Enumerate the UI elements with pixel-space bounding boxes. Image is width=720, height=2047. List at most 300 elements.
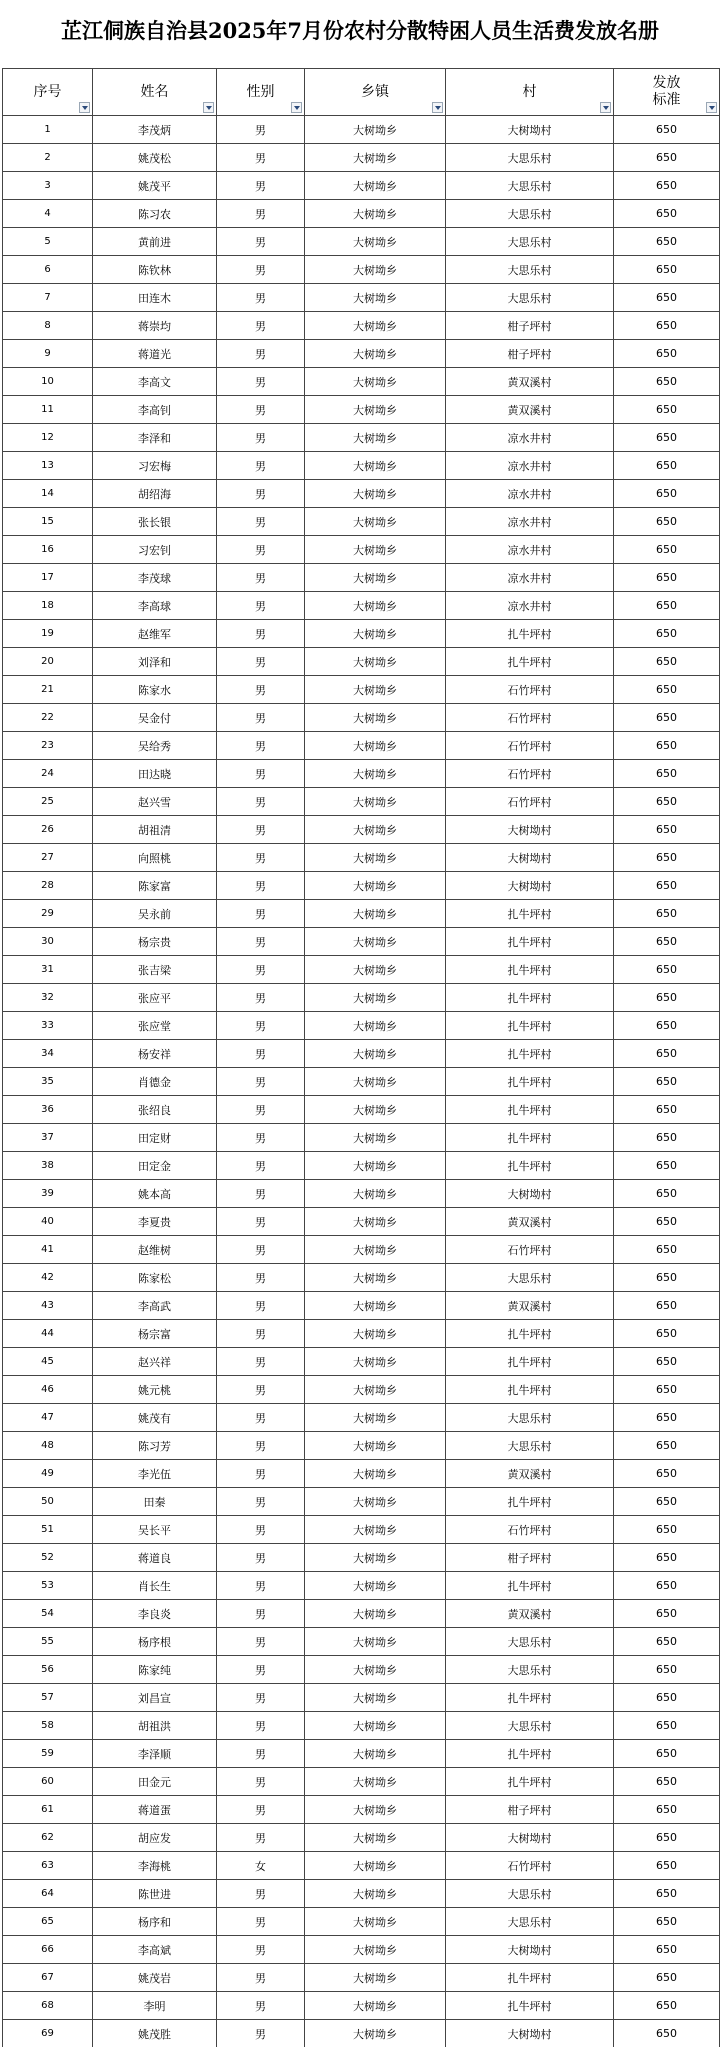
cell-standard[interactable]: 650: [614, 1572, 720, 1600]
cell-gender[interactable]: 男: [217, 508, 305, 536]
cell-no[interactable]: 31: [3, 956, 93, 984]
cell-village[interactable]: 扎牛坪村: [446, 1488, 614, 1516]
cell-township[interactable]: 大树坳乡: [305, 984, 446, 1012]
cell-township[interactable]: 大树坳乡: [305, 844, 446, 872]
cell-village[interactable]: 扎牛坪村: [446, 1992, 614, 2020]
cell-gender[interactable]: 男: [217, 228, 305, 256]
cell-name[interactable]: 吴永前: [93, 900, 217, 928]
cell-gender[interactable]: 男: [217, 1180, 305, 1208]
cell-no[interactable]: 68: [3, 1992, 93, 2020]
cell-no[interactable]: 13: [3, 452, 93, 480]
cell-standard[interactable]: 650: [614, 1460, 720, 1488]
cell-standard[interactable]: 650: [614, 508, 720, 536]
cell-gender[interactable]: 男: [217, 1208, 305, 1236]
cell-township[interactable]: 大树坳乡: [305, 788, 446, 816]
cell-township[interactable]: 大树坳乡: [305, 1068, 446, 1096]
cell-no[interactable]: 53: [3, 1572, 93, 1600]
cell-township[interactable]: 大树坳乡: [305, 704, 446, 732]
cell-standard[interactable]: 650: [614, 1236, 720, 1264]
cell-gender[interactable]: 男: [217, 844, 305, 872]
cell-village[interactable]: 大思乐村: [446, 1404, 614, 1432]
cell-village[interactable]: 凉水井村: [446, 452, 614, 480]
cell-no[interactable]: 27: [3, 844, 93, 872]
cell-name[interactable]: 陈习芳: [93, 1432, 217, 1460]
cell-standard[interactable]: 650: [614, 1124, 720, 1152]
cell-name[interactable]: 杨宗富: [93, 1320, 217, 1348]
cell-gender[interactable]: 男: [217, 1012, 305, 1040]
cell-village[interactable]: 黄双溪村: [446, 1208, 614, 1236]
cell-village[interactable]: 大思乐村: [446, 1628, 614, 1656]
cell-name[interactable]: 杨序根: [93, 1628, 217, 1656]
cell-township[interactable]: 大树坳乡: [305, 172, 446, 200]
cell-village[interactable]: 大思乐村: [446, 1264, 614, 1292]
cell-name[interactable]: 陈家水: [93, 676, 217, 704]
cell-village[interactable]: 扎牛坪村: [446, 1124, 614, 1152]
cell-gender[interactable]: 男: [217, 2020, 305, 2047]
cell-standard[interactable]: 650: [614, 1264, 720, 1292]
cell-no[interactable]: 47: [3, 1404, 93, 1432]
cell-village[interactable]: 扎牛坪村: [446, 1152, 614, 1180]
cell-township[interactable]: 大树坳乡: [305, 256, 446, 284]
cell-no[interactable]: 4: [3, 200, 93, 228]
cell-gender[interactable]: 男: [217, 1544, 305, 1572]
cell-name[interactable]: 李海桃: [93, 1852, 217, 1880]
cell-village[interactable]: 凉水井村: [446, 592, 614, 620]
cell-gender[interactable]: 男: [217, 592, 305, 620]
cell-name[interactable]: 胡祖清: [93, 816, 217, 844]
cell-no[interactable]: 11: [3, 396, 93, 424]
cell-township[interactable]: 大树坳乡: [305, 2020, 446, 2047]
cell-standard[interactable]: 650: [614, 396, 720, 424]
cell-village[interactable]: 大树坳村: [446, 1936, 614, 1964]
cell-village[interactable]: 凉水井村: [446, 480, 614, 508]
cell-standard[interactable]: 650: [614, 732, 720, 760]
cell-township[interactable]: 大树坳乡: [305, 1936, 446, 1964]
cell-township[interactable]: 大树坳乡: [305, 1656, 446, 1684]
cell-no[interactable]: 59: [3, 1740, 93, 1768]
cell-township[interactable]: 大树坳乡: [305, 1012, 446, 1040]
cell-standard[interactable]: 650: [614, 648, 720, 676]
cell-standard[interactable]: 650: [614, 1152, 720, 1180]
cell-standard[interactable]: 650: [614, 284, 720, 312]
cell-name[interactable]: 张绍良: [93, 1096, 217, 1124]
cell-name[interactable]: 吴给秀: [93, 732, 217, 760]
cell-standard[interactable]: 650: [614, 872, 720, 900]
cell-village[interactable]: 大思乐村: [446, 1712, 614, 1740]
cell-village[interactable]: 大思乐村: [446, 172, 614, 200]
cell-no[interactable]: 24: [3, 760, 93, 788]
cell-no[interactable]: 41: [3, 1236, 93, 1264]
cell-village[interactable]: 大思乐村: [446, 284, 614, 312]
cell-standard[interactable]: 650: [614, 1488, 720, 1516]
cell-standard[interactable]: 650: [614, 1292, 720, 1320]
cell-no[interactable]: 20: [3, 648, 93, 676]
cell-township[interactable]: 大树坳乡: [305, 648, 446, 676]
cell-name[interactable]: 胡绍海: [93, 480, 217, 508]
cell-gender[interactable]: 男: [217, 1152, 305, 1180]
cell-no[interactable]: 28: [3, 872, 93, 900]
cell-gender[interactable]: 男: [217, 1656, 305, 1684]
filter-dropdown-no[interactable]: [79, 102, 90, 113]
cell-gender[interactable]: 男: [217, 1684, 305, 1712]
cell-name[interactable]: 姚茂岩: [93, 1964, 217, 1992]
cell-standard[interactable]: 650: [614, 1096, 720, 1124]
cell-standard[interactable]: 650: [614, 844, 720, 872]
cell-village[interactable]: 扎牛坪村: [446, 1040, 614, 1068]
cell-name[interactable]: 杨序和: [93, 1908, 217, 1936]
cell-no[interactable]: 37: [3, 1124, 93, 1152]
cell-gender[interactable]: 女: [217, 1852, 305, 1880]
cell-township[interactable]: 大树坳乡: [305, 1376, 446, 1404]
cell-village[interactable]: 扎牛坪村: [446, 1964, 614, 1992]
cell-standard[interactable]: 650: [614, 1544, 720, 1572]
cell-standard[interactable]: 650: [614, 452, 720, 480]
cell-gender[interactable]: 男: [217, 788, 305, 816]
cell-standard[interactable]: 650: [614, 1964, 720, 1992]
cell-name[interactable]: 向照桃: [93, 844, 217, 872]
cell-no[interactable]: 52: [3, 1544, 93, 1572]
cell-no[interactable]: 5: [3, 228, 93, 256]
cell-township[interactable]: 大树坳乡: [305, 1152, 446, 1180]
cell-name[interactable]: 李高钊: [93, 396, 217, 424]
cell-name[interactable]: 李光伍: [93, 1460, 217, 1488]
cell-name[interactable]: 田连木: [93, 284, 217, 312]
cell-standard[interactable]: 650: [614, 2020, 720, 2047]
cell-no[interactable]: 69: [3, 2020, 93, 2047]
cell-township[interactable]: 大树坳乡: [305, 200, 446, 228]
cell-no[interactable]: 40: [3, 1208, 93, 1236]
cell-standard[interactable]: 650: [614, 984, 720, 1012]
cell-standard[interactable]: 650: [614, 312, 720, 340]
cell-village[interactable]: 大树坳村: [446, 116, 614, 144]
cell-name[interactable]: 姚本高: [93, 1180, 217, 1208]
cell-standard[interactable]: 650: [614, 1796, 720, 1824]
cell-standard[interactable]: 650: [614, 592, 720, 620]
cell-standard[interactable]: 650: [614, 200, 720, 228]
cell-gender[interactable]: 男: [217, 760, 305, 788]
cell-township[interactable]: 大树坳乡: [305, 1208, 446, 1236]
cell-township[interactable]: 大树坳乡: [305, 1292, 446, 1320]
cell-township[interactable]: 大树坳乡: [305, 424, 446, 452]
cell-no[interactable]: 8: [3, 312, 93, 340]
cell-standard[interactable]: 650: [614, 1712, 720, 1740]
cell-gender[interactable]: 男: [217, 1404, 305, 1432]
cell-village[interactable]: 凉水井村: [446, 564, 614, 592]
cell-standard[interactable]: 650: [614, 1208, 720, 1236]
cell-name[interactable]: 陈家松: [93, 1264, 217, 1292]
cell-township[interactable]: 大树坳乡: [305, 1040, 446, 1068]
cell-gender[interactable]: 男: [217, 452, 305, 480]
cell-village[interactable]: 石竹坪村: [446, 760, 614, 788]
cell-no[interactable]: 22: [3, 704, 93, 732]
cell-village[interactable]: 大树坳村: [446, 844, 614, 872]
cell-township[interactable]: 大树坳乡: [305, 1852, 446, 1880]
cell-no[interactable]: 58: [3, 1712, 93, 1740]
filter-dropdown-name[interactable]: [203, 102, 214, 113]
cell-standard[interactable]: 650: [614, 816, 720, 844]
cell-name[interactable]: 陈家纯: [93, 1656, 217, 1684]
cell-gender[interactable]: 男: [217, 1712, 305, 1740]
cell-name[interactable]: 李茂球: [93, 564, 217, 592]
cell-village[interactable]: 黄双溪村: [446, 396, 614, 424]
cell-township[interactable]: 大树坳乡: [305, 340, 446, 368]
cell-standard[interactable]: 650: [614, 144, 720, 172]
cell-township[interactable]: 大树坳乡: [305, 592, 446, 620]
cell-no[interactable]: 38: [3, 1152, 93, 1180]
cell-no[interactable]: 64: [3, 1880, 93, 1908]
cell-name[interactable]: 肖长生: [93, 1572, 217, 1600]
cell-standard[interactable]: 650: [614, 1908, 720, 1936]
cell-gender[interactable]: 男: [217, 256, 305, 284]
cell-standard[interactable]: 650: [614, 1180, 720, 1208]
cell-no[interactable]: 29: [3, 900, 93, 928]
cell-gender[interactable]: 男: [217, 284, 305, 312]
cell-village[interactable]: 扎牛坪村: [446, 1376, 614, 1404]
cell-standard[interactable]: 650: [614, 1600, 720, 1628]
cell-village[interactable]: 扎牛坪村: [446, 1740, 614, 1768]
cell-gender[interactable]: 男: [217, 172, 305, 200]
cell-no[interactable]: 33: [3, 1012, 93, 1040]
cell-no[interactable]: 17: [3, 564, 93, 592]
cell-village[interactable]: 大树坳村: [446, 872, 614, 900]
cell-township[interactable]: 大树坳乡: [305, 1712, 446, 1740]
cell-no[interactable]: 10: [3, 368, 93, 396]
cell-gender[interactable]: 男: [217, 368, 305, 396]
cell-village[interactable]: 扎牛坪村: [446, 1096, 614, 1124]
cell-township[interactable]: 大树坳乡: [305, 928, 446, 956]
cell-standard[interactable]: 650: [614, 1992, 720, 2020]
cell-no[interactable]: 2: [3, 144, 93, 172]
cell-name[interactable]: 张长银: [93, 508, 217, 536]
cell-township[interactable]: 大树坳乡: [305, 452, 446, 480]
cell-no[interactable]: 48: [3, 1432, 93, 1460]
cell-gender[interactable]: 男: [217, 1880, 305, 1908]
cell-gender[interactable]: 男: [217, 648, 305, 676]
cell-no[interactable]: 6: [3, 256, 93, 284]
cell-standard[interactable]: 650: [614, 1012, 720, 1040]
cell-gender[interactable]: 男: [217, 396, 305, 424]
cell-name[interactable]: 陈世进: [93, 1880, 217, 1908]
cell-standard[interactable]: 650: [614, 1348, 720, 1376]
cell-township[interactable]: 大树坳乡: [305, 228, 446, 256]
cell-township[interactable]: 大树坳乡: [305, 1572, 446, 1600]
cell-village[interactable]: 凉水井村: [446, 424, 614, 452]
cell-township[interactable]: 大树坳乡: [305, 1488, 446, 1516]
cell-gender[interactable]: 男: [217, 1348, 305, 1376]
cell-township[interactable]: 大树坳乡: [305, 1908, 446, 1936]
cell-village[interactable]: 石竹坪村: [446, 676, 614, 704]
cell-name[interactable]: 杨宗贵: [93, 928, 217, 956]
cell-name[interactable]: 黄前进: [93, 228, 217, 256]
cell-name[interactable]: 陈家富: [93, 872, 217, 900]
cell-village[interactable]: 扎牛坪村: [446, 1348, 614, 1376]
cell-village[interactable]: 黄双溪村: [446, 1292, 614, 1320]
cell-gender[interactable]: 男: [217, 1488, 305, 1516]
cell-township[interactable]: 大树坳乡: [305, 144, 446, 172]
cell-no[interactable]: 26: [3, 816, 93, 844]
cell-no[interactable]: 16: [3, 536, 93, 564]
cell-gender[interactable]: 男: [217, 424, 305, 452]
cell-standard[interactable]: 650: [614, 760, 720, 788]
cell-no[interactable]: 45: [3, 1348, 93, 1376]
cell-name[interactable]: 肖德金: [93, 1068, 217, 1096]
cell-township[interactable]: 大树坳乡: [305, 1964, 446, 1992]
cell-name[interactable]: 赵兴雪: [93, 788, 217, 816]
cell-gender[interactable]: 男: [217, 900, 305, 928]
cell-township[interactable]: 大树坳乡: [305, 1404, 446, 1432]
cell-standard[interactable]: 650: [614, 340, 720, 368]
cell-name[interactable]: 田达晓: [93, 760, 217, 788]
cell-township[interactable]: 大树坳乡: [305, 1180, 446, 1208]
cell-gender[interactable]: 男: [217, 816, 305, 844]
cell-no[interactable]: 3: [3, 172, 93, 200]
cell-name[interactable]: 赵兴祥: [93, 1348, 217, 1376]
cell-no[interactable]: 30: [3, 928, 93, 956]
cell-name[interactable]: 姚元桃: [93, 1376, 217, 1404]
cell-township[interactable]: 大树坳乡: [305, 1544, 446, 1572]
cell-no[interactable]: 7: [3, 284, 93, 312]
cell-standard[interactable]: 650: [614, 620, 720, 648]
filter-dropdown-township[interactable]: [432, 102, 443, 113]
cell-standard[interactable]: 650: [614, 1432, 720, 1460]
cell-name[interactable]: 张吉梁: [93, 956, 217, 984]
cell-no[interactable]: 62: [3, 1824, 93, 1852]
cell-gender[interactable]: 男: [217, 1376, 305, 1404]
cell-gender[interactable]: 男: [217, 340, 305, 368]
cell-name[interactable]: 李高球: [93, 592, 217, 620]
cell-no[interactable]: 54: [3, 1600, 93, 1628]
cell-gender[interactable]: 男: [217, 1040, 305, 1068]
cell-village[interactable]: 大树坳村: [446, 2020, 614, 2047]
cell-name[interactable]: 李高斌: [93, 1936, 217, 1964]
filter-dropdown-gender[interactable]: [291, 102, 302, 113]
cell-gender[interactable]: 男: [217, 480, 305, 508]
cell-name[interactable]: 李高文: [93, 368, 217, 396]
cell-no[interactable]: 44: [3, 1320, 93, 1348]
cell-standard[interactable]: 650: [614, 172, 720, 200]
cell-gender[interactable]: 男: [217, 676, 305, 704]
cell-village[interactable]: 大树坳村: [446, 1180, 614, 1208]
cell-no[interactable]: 23: [3, 732, 93, 760]
cell-gender[interactable]: 男: [217, 536, 305, 564]
cell-village[interactable]: 扎牛坪村: [446, 1768, 614, 1796]
cell-no[interactable]: 25: [3, 788, 93, 816]
cell-standard[interactable]: 650: [614, 480, 720, 508]
cell-village[interactable]: 扎牛坪村: [446, 984, 614, 1012]
cell-gender[interactable]: 男: [217, 1768, 305, 1796]
cell-township[interactable]: 大树坳乡: [305, 396, 446, 424]
cell-village[interactable]: 大思乐村: [446, 228, 614, 256]
cell-standard[interactable]: 650: [614, 564, 720, 592]
cell-gender[interactable]: 男: [217, 1096, 305, 1124]
cell-no[interactable]: 56: [3, 1656, 93, 1684]
cell-standard[interactable]: 650: [614, 900, 720, 928]
cell-township[interactable]: 大树坳乡: [305, 312, 446, 340]
cell-standard[interactable]: 650: [614, 1040, 720, 1068]
cell-no[interactable]: 34: [3, 1040, 93, 1068]
cell-standard[interactable]: 650: [614, 788, 720, 816]
cell-township[interactable]: 大树坳乡: [305, 1264, 446, 1292]
cell-no[interactable]: 46: [3, 1376, 93, 1404]
cell-village[interactable]: 石竹坪村: [446, 788, 614, 816]
cell-township[interactable]: 大树坳乡: [305, 1096, 446, 1124]
filter-dropdown-village[interactable]: [600, 102, 611, 113]
cell-village[interactable]: 石竹坪村: [446, 1236, 614, 1264]
cell-township[interactable]: 大树坳乡: [305, 1432, 446, 1460]
cell-name[interactable]: 田定金: [93, 1152, 217, 1180]
cell-no[interactable]: 21: [3, 676, 93, 704]
cell-no[interactable]: 61: [3, 1796, 93, 1824]
cell-township[interactable]: 大树坳乡: [305, 816, 446, 844]
cell-gender[interactable]: 男: [217, 1992, 305, 2020]
cell-no[interactable]: 66: [3, 1936, 93, 1964]
cell-village[interactable]: 大思乐村: [446, 1908, 614, 1936]
cell-name[interactable]: 杨安祥: [93, 1040, 217, 1068]
cell-village[interactable]: 大树坳村: [446, 816, 614, 844]
cell-name[interactable]: 李泽顺: [93, 1740, 217, 1768]
cell-no[interactable]: 35: [3, 1068, 93, 1096]
cell-name[interactable]: 姚茂松: [93, 144, 217, 172]
cell-name[interactable]: 姚茂有: [93, 1404, 217, 1432]
cell-no[interactable]: 36: [3, 1096, 93, 1124]
cell-no[interactable]: 19: [3, 620, 93, 648]
cell-village[interactable]: 扎牛坪村: [446, 1012, 614, 1040]
cell-township[interactable]: 大树坳乡: [305, 564, 446, 592]
cell-no[interactable]: 50: [3, 1488, 93, 1516]
cell-standard[interactable]: 650: [614, 1628, 720, 1656]
cell-name[interactable]: 刘昌宣: [93, 1684, 217, 1712]
cell-standard[interactable]: 650: [614, 1404, 720, 1432]
cell-name[interactable]: 李茂炳: [93, 116, 217, 144]
cell-standard[interactable]: 650: [614, 1320, 720, 1348]
cell-name[interactable]: 李夏贵: [93, 1208, 217, 1236]
cell-township[interactable]: 大树坳乡: [305, 368, 446, 396]
cell-name[interactable]: 蒋道良: [93, 1544, 217, 1572]
cell-village[interactable]: 石竹坪村: [446, 704, 614, 732]
cell-village[interactable]: 黄双溪村: [446, 1460, 614, 1488]
cell-name[interactable]: 姚茂平: [93, 172, 217, 200]
cell-standard[interactable]: 650: [614, 116, 720, 144]
cell-no[interactable]: 57: [3, 1684, 93, 1712]
cell-name[interactable]: 胡祖洪: [93, 1712, 217, 1740]
cell-gender[interactable]: 男: [217, 144, 305, 172]
cell-gender[interactable]: 男: [217, 1320, 305, 1348]
cell-name[interactable]: 蒋崇均: [93, 312, 217, 340]
cell-standard[interactable]: 650: [614, 256, 720, 284]
cell-name[interactable]: 赵维军: [93, 620, 217, 648]
cell-village[interactable]: 石竹坪村: [446, 732, 614, 760]
cell-village[interactable]: 凉水井村: [446, 508, 614, 536]
cell-gender[interactable]: 男: [217, 200, 305, 228]
cell-township[interactable]: 大树坳乡: [305, 620, 446, 648]
cell-no[interactable]: 43: [3, 1292, 93, 1320]
cell-village[interactable]: 柑子坪村: [446, 1544, 614, 1572]
cell-name[interactable]: 刘泽和: [93, 648, 217, 676]
filter-dropdown-standard[interactable]: [706, 102, 717, 113]
cell-no[interactable]: 65: [3, 1908, 93, 1936]
cell-village[interactable]: 大思乐村: [446, 1880, 614, 1908]
cell-gender[interactable]: 男: [217, 1236, 305, 1264]
cell-village[interactable]: 扎牛坪村: [446, 1068, 614, 1096]
cell-township[interactable]: 大树坳乡: [305, 1124, 446, 1152]
cell-no[interactable]: 49: [3, 1460, 93, 1488]
cell-no[interactable]: 14: [3, 480, 93, 508]
cell-village[interactable]: 扎牛坪村: [446, 1684, 614, 1712]
cell-name[interactable]: 李良炎: [93, 1600, 217, 1628]
cell-name[interactable]: 姚茂胜: [93, 2020, 217, 2047]
cell-standard[interactable]: 650: [614, 1684, 720, 1712]
cell-township[interactable]: 大树坳乡: [305, 1628, 446, 1656]
